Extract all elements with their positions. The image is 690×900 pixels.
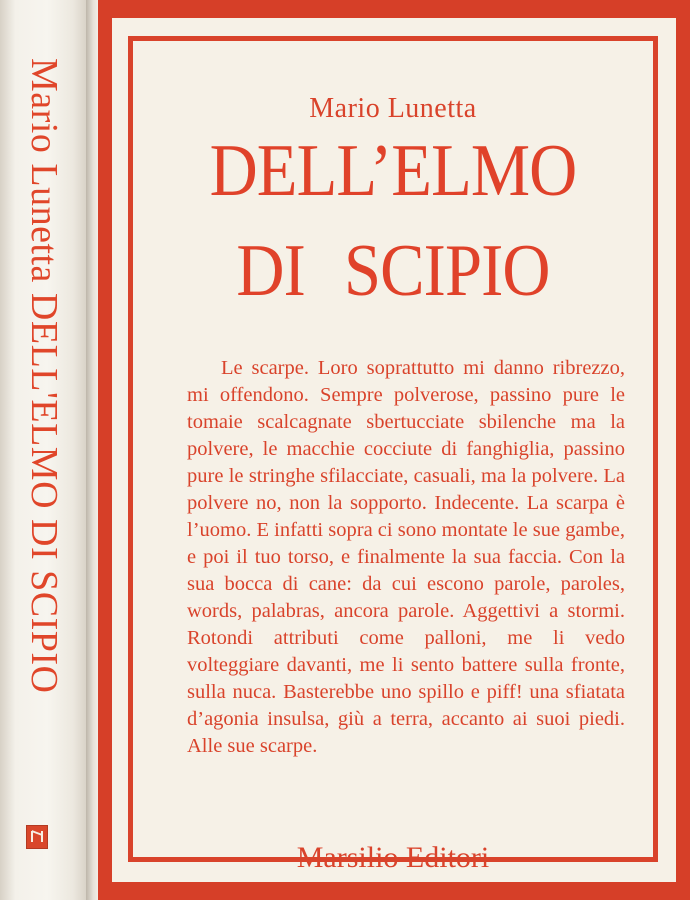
front-cover [98,0,690,900]
marsilio-logo-icon [26,825,48,849]
title-line-2: DI SCIPIO [236,230,550,312]
book-spine [0,0,86,900]
publisher-name: Marsilio Editori [296,841,490,874]
cover-panel [112,18,676,882]
author-name: Mario Lunetta [309,93,477,124]
cover-frame [128,36,658,874]
title-line-1: DELL’ELMO [209,130,577,212]
blurb-text: Le scarpe. Loro soprattutto mi danno ribrezzo, mi offendono. Sempre polverose, passino pure le tomaie scalcagnate sbertucciate sbilenche ma la polvere, le macchie cocciute di fanghiglia, passino pure le stringhe sfilacciate, casuali, ma la polvere. La polvere no, non la sopporto. Indecente. La scarpa è l’uomo. E infatti sopra ci sono montate le sue gambe, e poi il tuo torso, e finalmente la sua faccia. Con la sua bocca di cane: da cui escono parole, paroles, words, palabras, ancora parole. Aggettivi a stormi. Rotondi attributi come palloni, me li vedo volteggiare davanti, me li sento battere sulla fronte, sulla nuca. Basterebbe uno spillo e piff! una sfiatata d’agonia insulsa, giù a terra, accanto ai suoi piedi. Alle sue scarpe. [187,357,625,757]
spine-hinge [86,0,98,900]
spine-title: Mario Lunetta DELL'ELMO DI SCIPIO [23,58,65,694]
